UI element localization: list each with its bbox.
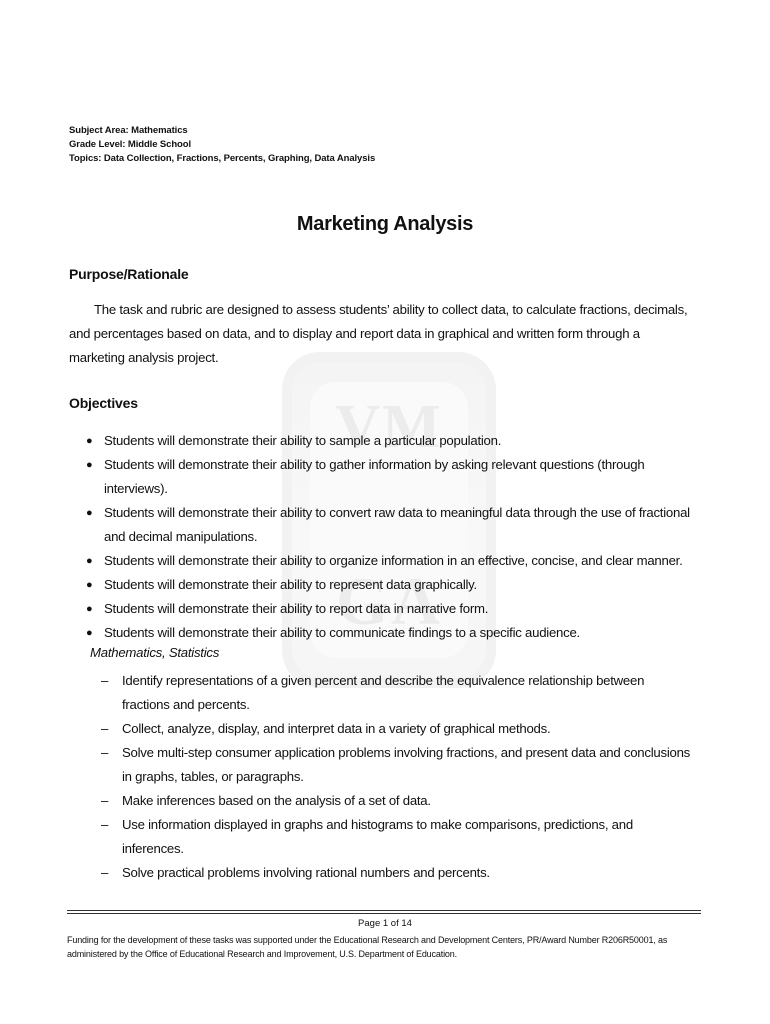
objective-text: Students will demonstrate their ability to report data in narrative form. bbox=[104, 601, 489, 616]
list-item bbox=[101, 717, 691, 741]
standard-text: Solve multi-step consumer application problems involving fractions, and present data and conclusions in graphs, tables, or paragraphs. bbox=[122, 745, 691, 784]
list-item bbox=[83, 501, 695, 549]
objectives-heading: Objectives bbox=[69, 395, 138, 411]
standard-text: Make inferences based on the analysis of a set of data. bbox=[122, 793, 431, 808]
bullet-icon: ● bbox=[86, 507, 93, 519]
grade-level: Grade Level: Middle School bbox=[69, 139, 191, 150]
dash-icon: – bbox=[101, 817, 109, 832]
dash-icon: – bbox=[101, 865, 109, 880]
document-meta bbox=[69, 124, 375, 166]
objective-text: Students will demonstrate their ability to gather information by asking relevant questions (through interviews). bbox=[104, 457, 645, 496]
watermark-bottom-text: GA bbox=[336, 563, 442, 639]
list-item bbox=[83, 573, 695, 597]
list-item bbox=[83, 429, 695, 453]
list-item bbox=[83, 549, 695, 573]
bullet-icon: ● bbox=[86, 435, 93, 447]
bullet-icon: ● bbox=[86, 627, 93, 639]
purpose-heading: Purpose/Rationale bbox=[69, 266, 189, 282]
topics: Topics: Data Collection, Fractions, Percents, Graphing, Data Analysis bbox=[69, 153, 376, 164]
dash-icon: – bbox=[101, 793, 109, 808]
list-item bbox=[83, 597, 695, 621]
list-item bbox=[101, 669, 691, 717]
bullet-icon: ● bbox=[86, 459, 93, 471]
standard-text: Solve practical problems involving rational numbers and percents. bbox=[122, 865, 490, 880]
page-number: Page 1 of 14 bbox=[358, 918, 412, 929]
footer-divider bbox=[67, 913, 701, 914]
dash-icon: – bbox=[101, 745, 109, 760]
bullet-icon: ● bbox=[86, 579, 93, 591]
objective-text: Students will demonstrate their ability to represent data graphically. bbox=[104, 577, 477, 592]
list-item bbox=[101, 813, 691, 861]
list-item bbox=[101, 741, 691, 789]
objective-text: Students will demonstrate their ability to convert raw data to meaningful data through the use of fractional and decimal manipulations. bbox=[104, 505, 690, 544]
bullet-icon: ● bbox=[86, 603, 93, 615]
standard-text: Identify representations of a given percent and describe the equivalence relationship between fractions and percents. bbox=[122, 673, 645, 712]
standards-label: Mathematics, Statistics bbox=[90, 645, 220, 660]
list-item bbox=[83, 453, 695, 501]
subject-area: Subject Area: Mathematics bbox=[69, 125, 188, 136]
objective-text: Students will demonstrate their ability to sample a particular population. bbox=[104, 433, 502, 448]
funding-note: Funding for the development of these tasks was supported under the Educational Research and Development Centers, PR/Award Number R206R50001, as administered by the Office of Educational Research and Improvement, U.S. Department of Education. bbox=[67, 935, 668, 959]
purpose-paragraph: The task and rubric are designed to assess students’ ability to collect data, to calculate fractions, decimals, and percentages based on data, and to display and report data in graphical and written form through a marketing analysis project. bbox=[69, 302, 688, 365]
list-item bbox=[101, 789, 691, 813]
bullet-icon: ● bbox=[86, 555, 93, 567]
standards-list bbox=[101, 669, 691, 885]
objectives-list bbox=[83, 429, 695, 645]
list-item bbox=[83, 621, 695, 645]
objective-text: Students will demonstrate their ability to organize information in an effective, concise, and clear manner. bbox=[104, 553, 683, 568]
list-item bbox=[101, 861, 691, 885]
standard-text: Collect, analyze, display, and interpret data in a variety of graphical methods. bbox=[122, 721, 551, 736]
objective-text: Students will demonstrate their ability to communicate findings to a specific audience. bbox=[104, 625, 580, 640]
dash-icon: – bbox=[101, 673, 109, 688]
watermark-top-text: VM bbox=[335, 393, 443, 461]
footer-divider bbox=[67, 910, 701, 911]
dash-icon: – bbox=[101, 721, 109, 736]
document-title: Marketing Analysis bbox=[296, 213, 474, 235]
standard-text: Use information displayed in graphs and histograms to make comparisons, predictions, and inferences. bbox=[122, 817, 633, 856]
